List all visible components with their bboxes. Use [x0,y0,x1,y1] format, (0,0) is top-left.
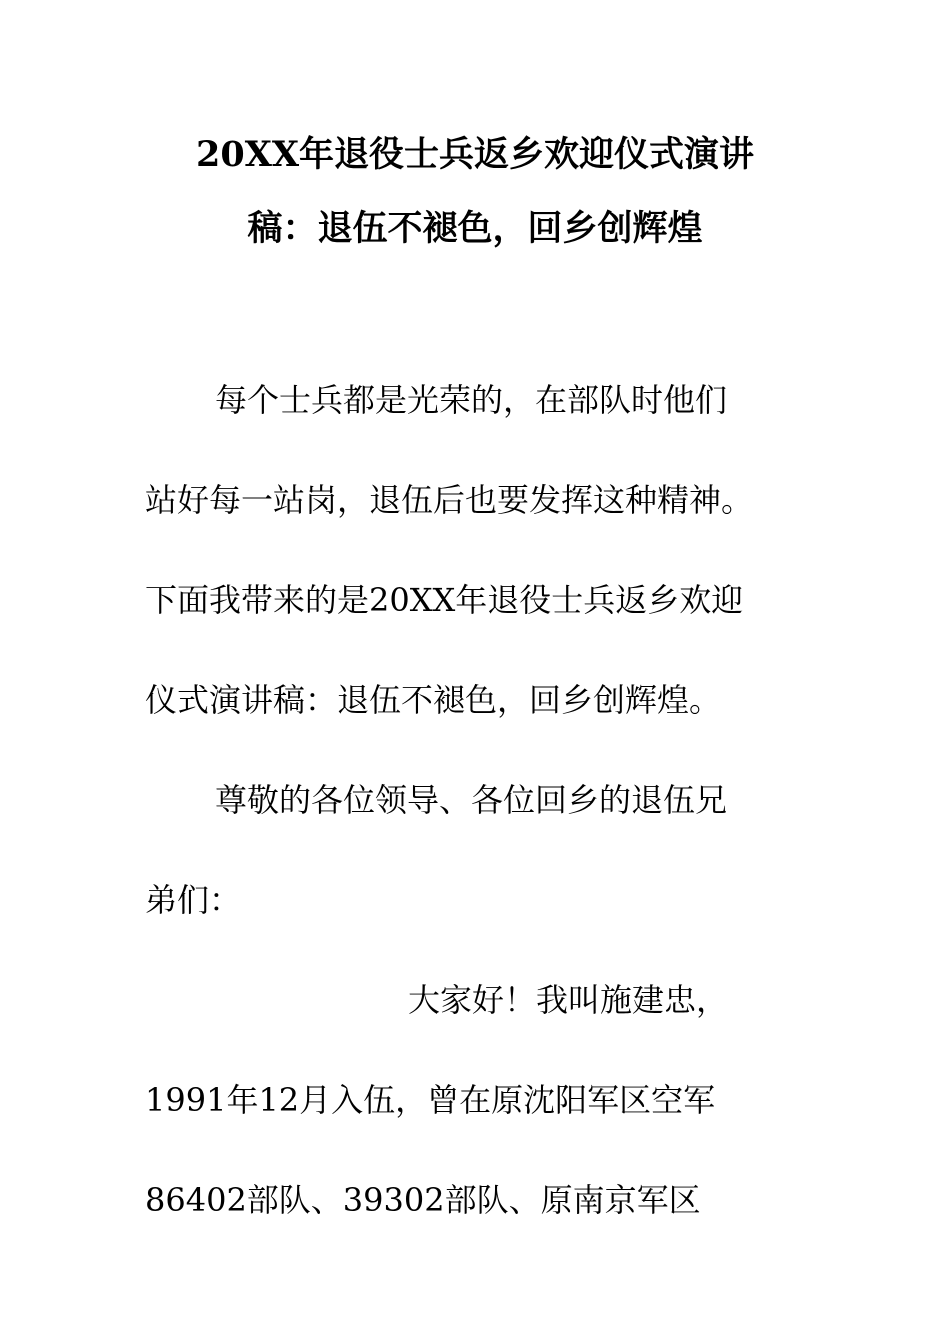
paragraph-line: 86402部队、39302部队、原南京军区 [145,1181,701,1219]
greeting-line: 尊敬的各位领导、各位回乡的退伍兄 [215,781,728,819]
greeting-line: 弟们： [145,881,242,919]
document-title-line-1: 20XX年退役士兵返乡欢迎仪式演讲 [195,134,755,175]
paragraph-line: 仪式演讲稿：退伍不褪色，回乡创辉煌。 [145,681,722,719]
paragraph-line: 下面我带来的是20XX年退役士兵返乡欢迎 [145,581,744,619]
paragraph-line: 每个士兵都是光荣的，在部队时他们 [215,381,728,419]
paragraph-line: 大家好！我叫施建忠， [408,981,729,1019]
paragraph-line: 站好每一站岗，退伍后也要发挥这种精神。 [145,481,754,519]
paragraph-line: 1991年12月入伍，曾在原沈阳军区空军 [145,1081,716,1119]
document-title-line-2: 稿：退伍不褪色，回乡创辉煌 [247,208,703,249]
